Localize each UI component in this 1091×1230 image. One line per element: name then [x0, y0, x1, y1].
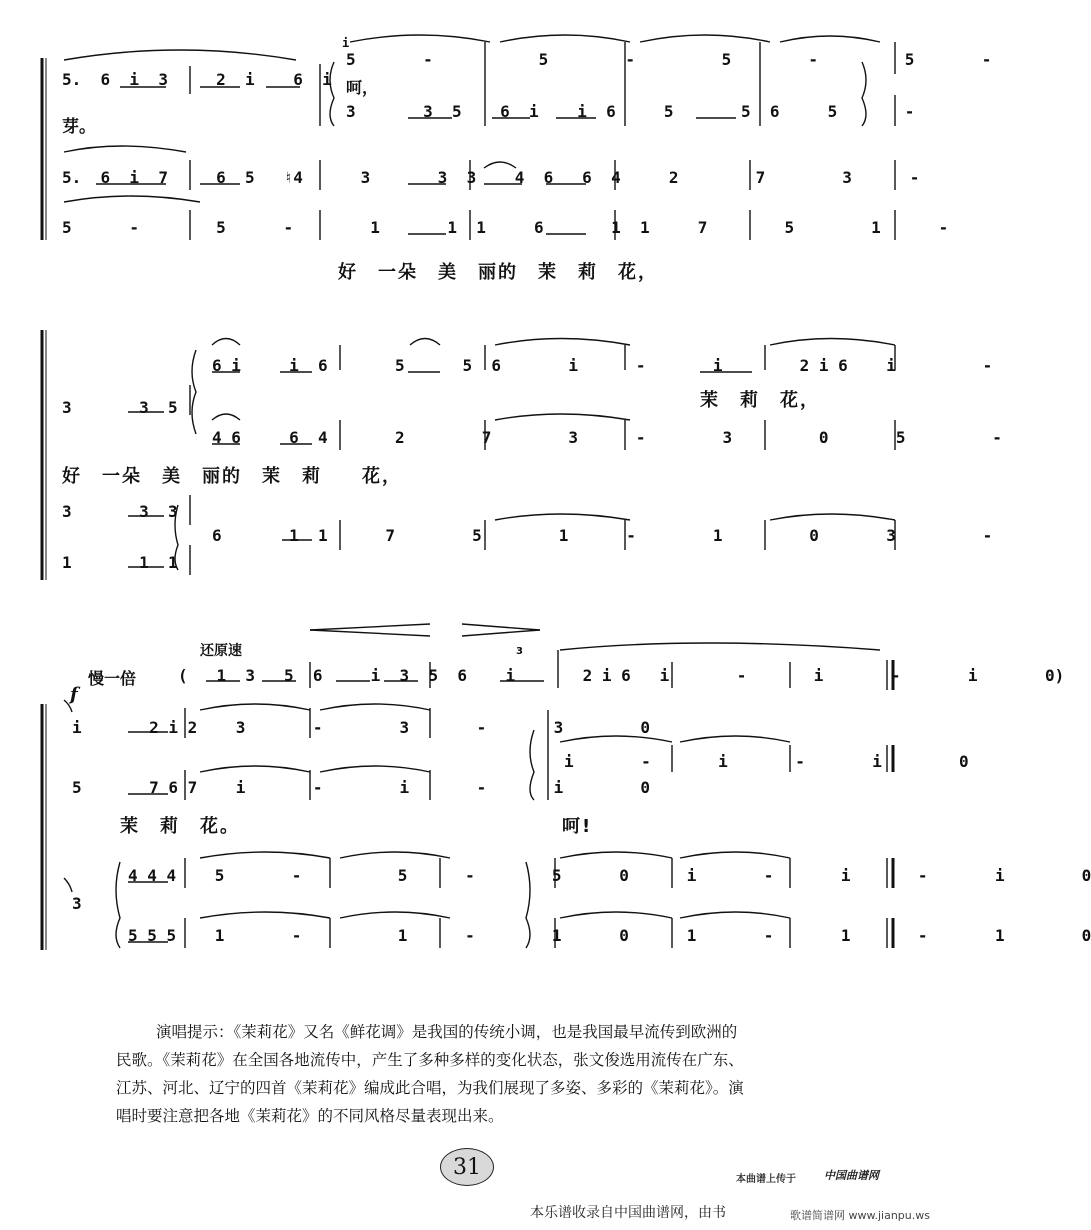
tempo-slow: 慢一倍: [88, 669, 137, 688]
s2-row-a-notes: 6 i i 6 5 5 6 i - i 2 i 6 i -: [212, 356, 993, 375]
hint-label: 演唱提示：: [156, 1023, 234, 1041]
s3-row-c-left: 3: [72, 894, 82, 913]
s2-row-b-notes: 4 6 6 4 2 7 3 - 3 0 5 -: [212, 428, 1002, 447]
s2-row-c-notes: 6 1 1 7 5 1 - 1 0 3 -: [212, 526, 993, 545]
s2-row-a-lyric: 茉 莉 花，: [700, 390, 820, 411]
singing-hint: [116, 1018, 836, 1130]
hint-line-2: 民歌。《茉莉花》在全国各地流传中，产生了多种多样的变化状态，张文俊选用流传在广东、: [116, 1051, 744, 1069]
s2-lyrics: 好 一朵 美 丽的 茉 莉 花，: [62, 466, 402, 487]
tempo-restore: 还原速: [200, 643, 242, 659]
page-number: 31: [440, 1148, 494, 1186]
s3-lyric-left: 茉 莉 花。: [120, 816, 240, 837]
s1-mark: i: [342, 36, 350, 50]
hint-line-1: 《茉莉花》又名《鲜花调》是我国的传统小调，也是我国最早流传到欧洲的: [233, 1023, 738, 1041]
s3-row-a-notes: i 2 i 2 3 - 3 - 3 0: [72, 718, 650, 737]
uploader-text: 本曲谱上传于: [736, 1174, 796, 1185]
footer-watermark: 歌谱简谱网 www.jianpu.ws: [790, 1209, 930, 1222]
s3-row-a-right: i - i - i 0: [564, 752, 969, 771]
s3-row-b-notes: 5 7 6 7 i - i - i 0: [72, 778, 650, 797]
hint-line-3: 江苏、河北、辽宁的四首《茉莉花》编成此合唱，为我们展现了多姿、多彩的《茉莉花》。演: [116, 1079, 744, 1097]
dynamic-mark: f: [70, 684, 78, 705]
s1-row1b-lyric: 呵，: [346, 78, 379, 97]
s2-row-d-left: 1 1 1: [62, 553, 178, 572]
brand-logo: 中国曲谱网: [824, 1169, 879, 1182]
s3-triplet-mark: 3: [516, 646, 523, 657]
s3-lyric-right: 呵!: [562, 816, 593, 837]
s1-row1c-notes: 3 3 5 6 i i 6 5 5 6 5 -: [346, 102, 915, 121]
s1-row3-notes: 5 - 5 - 1 1 1 6 1 1 7 5 1 -: [62, 218, 949, 237]
s1-row2-notes: 5. 6 i 7 6 5 ♮4 3 3 3 4 6 6 4 2 7 3 -: [62, 168, 920, 187]
hint-line-4: 唱时要注意把各地《茉莉花》的不同风格尽量表现出来。: [116, 1107, 504, 1125]
s1-row1-notes: 5. 6 i 3 2 i 6 i: [62, 70, 332, 89]
s3-intro-notes: ( 1 3 5 6 i 3 5 6 i 2 i 6 i - i - i 0): [178, 666, 1065, 685]
s1-lyrics: 好 一朵 美 丽的 茉 莉 花，: [338, 262, 658, 283]
s2-row-c-left: 3 3 3: [62, 502, 178, 521]
s3-row-d-notes: 5 5 5 1 - 1 - 1 0 1 - 1 - 1 0: [128, 926, 1091, 945]
s1-row1-lyric: 芽。: [62, 117, 96, 137]
footer-source: 本乐谱收录自中国曲谱网，由书: [530, 1205, 726, 1221]
s1-row1b-notes: 5 - 5 - 5 - 5 -: [346, 50, 992, 69]
s3-row-c-notes: 4 4 4 5 - 5 - 5 0 i - i - i 0: [128, 866, 1091, 885]
s2-row-b-left: 3 3 5: [62, 398, 178, 417]
